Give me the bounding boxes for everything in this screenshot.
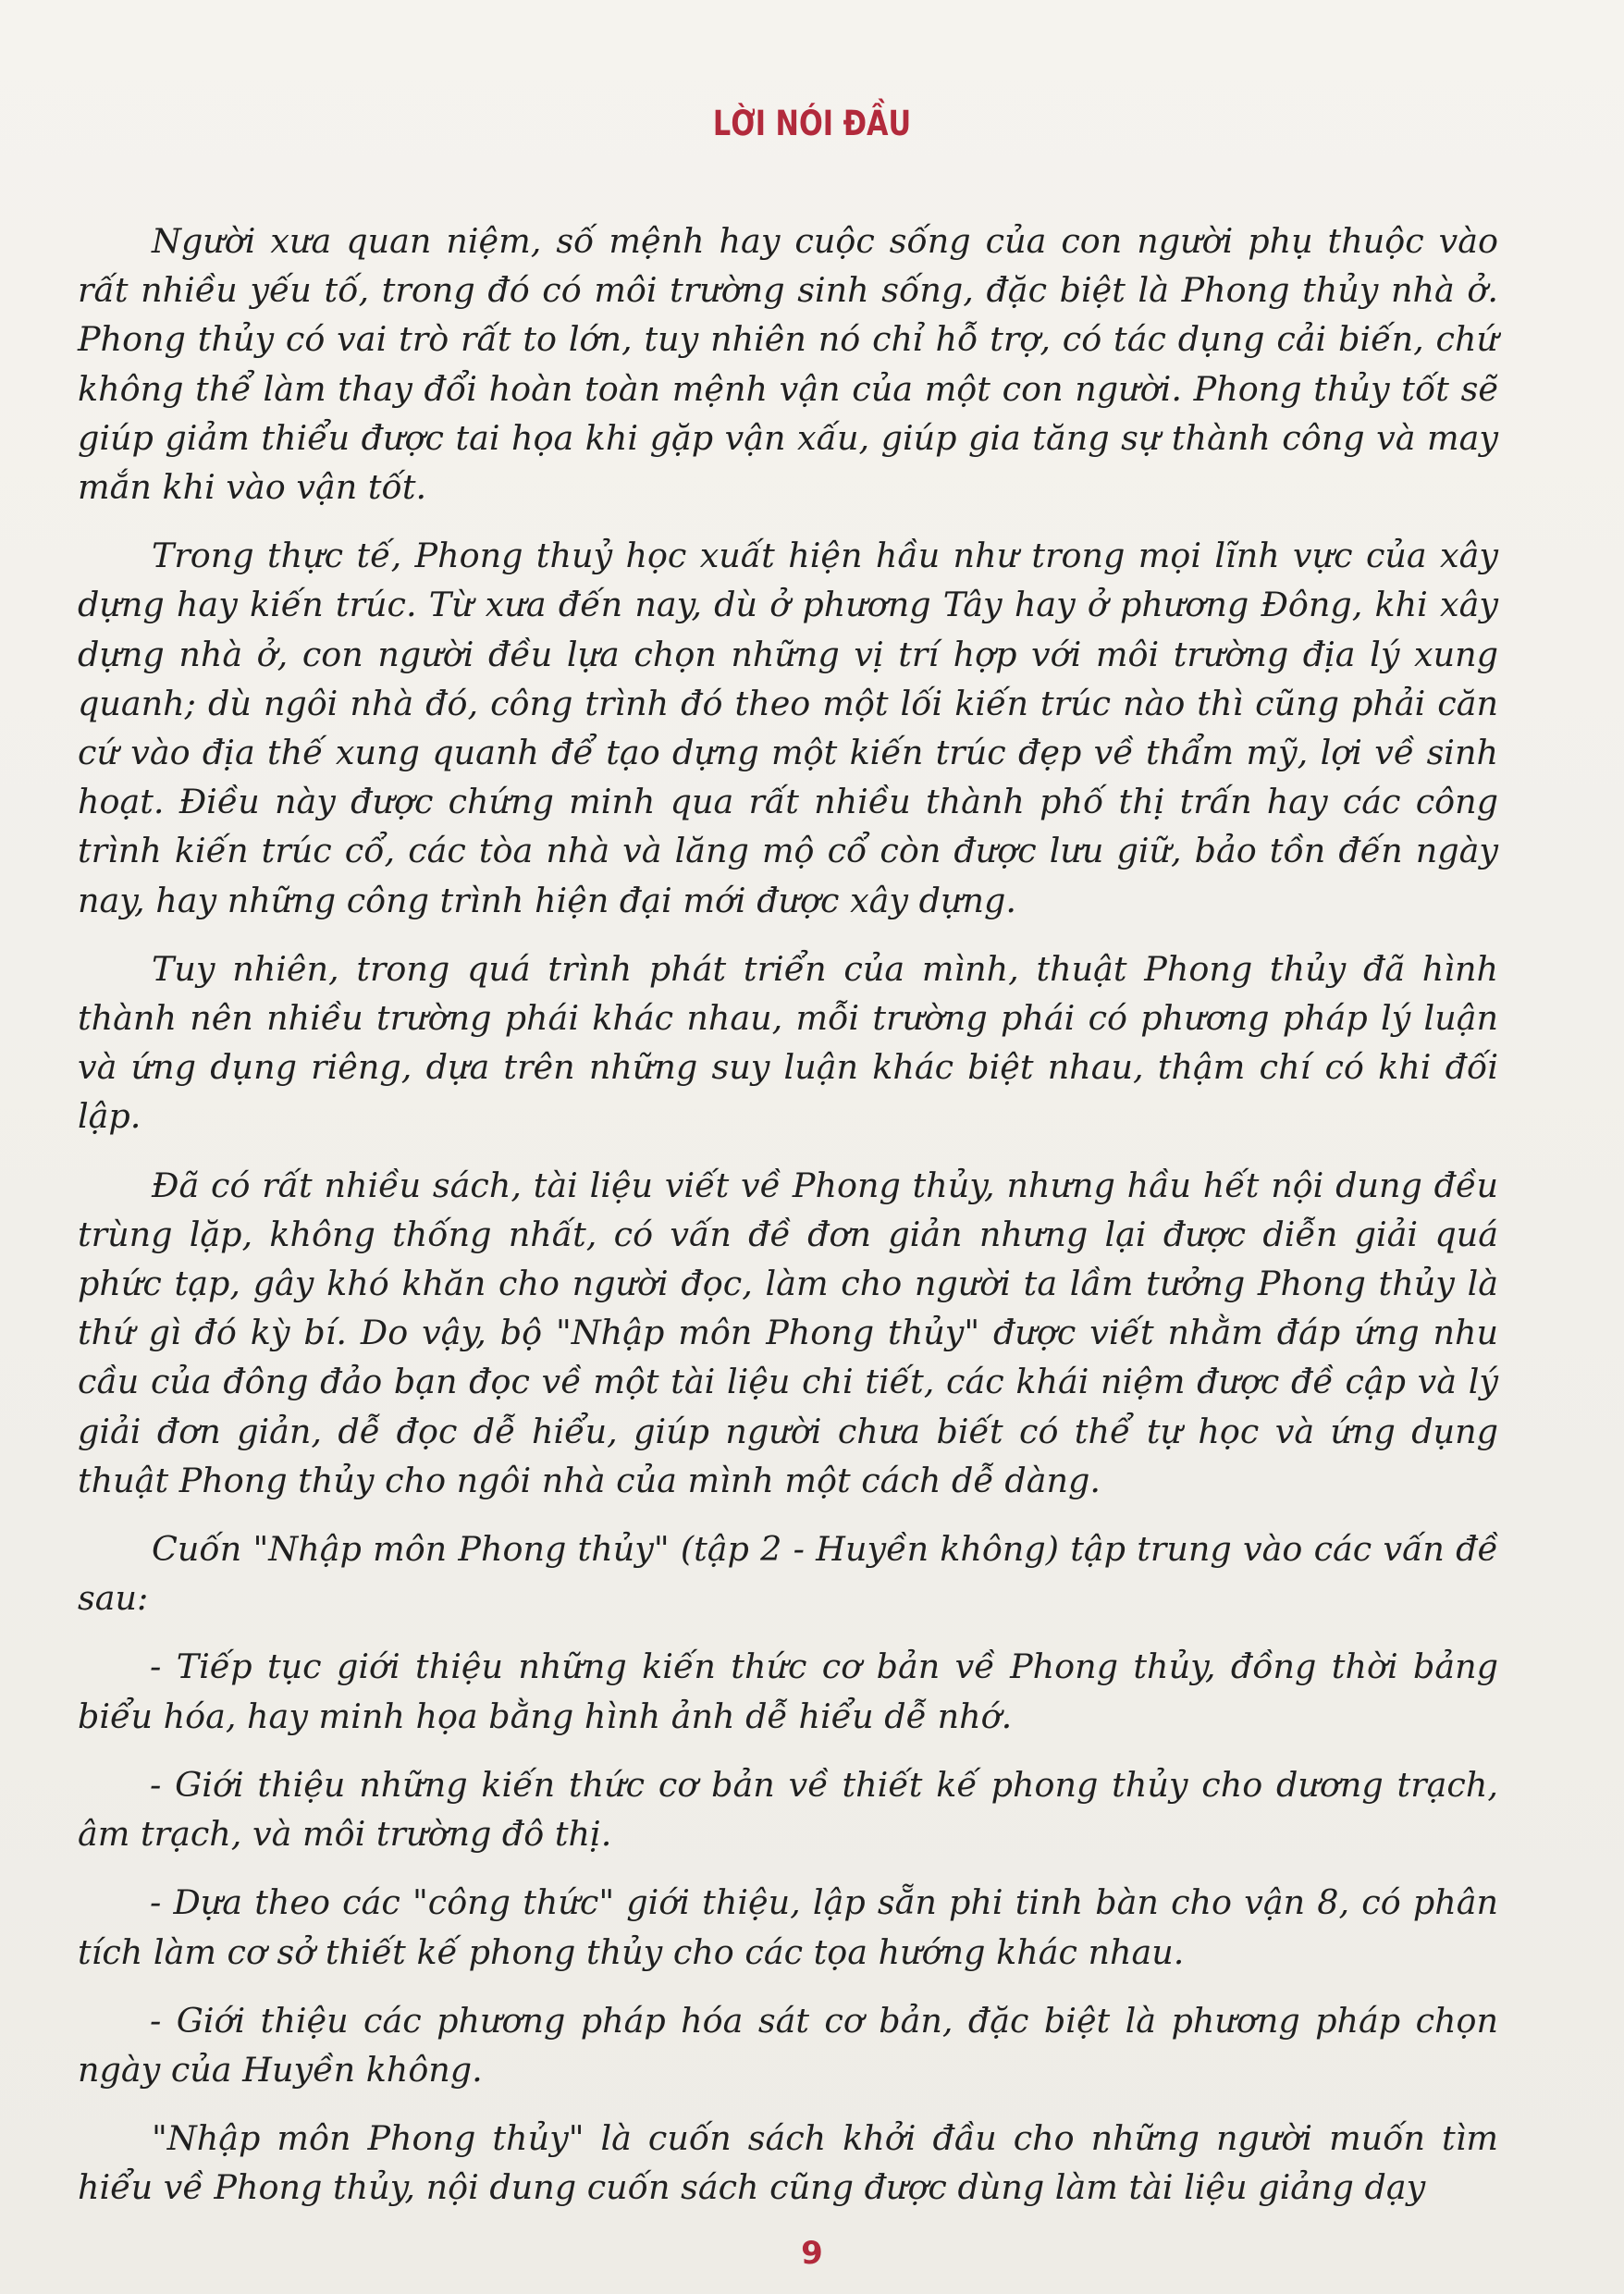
- paragraph-motivation: Đã có rất nhiều sách, tài liệu viết về Phong thủy, nhưng hầu hết nội dung đều trùng lặp, không thống nhất, có vấn đề đơn giản nhưng lại được diễn giải quá phức tạp, gây khó khăn cho người đọc, làm cho người ta lầm tưởng Phong thủy là thứ gì đó kỳ bí. Do vậy, bộ "Nhập môn Phong thủy" được viết nhằm đáp ứng nhu cầu của đông đảo bạn đọc về một tài liệu chi tiết, các khái niệm được đề cập và lý giải đơn giản, dễ đọc dễ hiểu, giúp người chưa biết có thể tự học và ứng dụng thuật Phong thủy cho ngôi nhà của mình một cách dễ dàng.: [78, 1165, 1498, 1500]
- paragraph-closing: "Nhập môn Phong thủy" là cuốn sách khởi đầu cho những người muốn tìm hiểu về Phong thủy, nội dung cuốn sách cũng được dùng làm tài liệu giảng dạy: [78, 2118, 1498, 2208]
- list-item-flying-star: - Dựa theo các "công thức" giới thiệu, lập sẵn phi tinh bàn cho vận 8, có phân tích làm cơ sở thiết kế phong thủy cho các tọa hướng khác nhau.: [78, 1882, 1498, 1972]
- list-item-basics: - Tiếp tục giới thiệu những kiến thức cơ bản về Phong thủy, đồng thời bảng biểu hóa, hay minh họa bằng hình ảnh dễ hiểu dễ nhớ.: [78, 1646, 1498, 1736]
- paragraph-scope: Cuốn "Nhập môn Phong thủy" (tập 2 - Huyền không) tập trung vào các vấn đề sau:: [78, 1529, 1498, 1619]
- paragraph-practice: Trong thực tế, Phong thuỷ học xuất hiện hầu như trong mọi lĩnh vực của xây dựng hay kiến trúc. Từ xưa đến nay, dù ở phương Tây hay ở phương Đông, khi xây dựng nhà ở, con người đều lựa chọn những vị trí hợp với môi trường địa lý xung quanh; dù ngôi nhà đó, công trình đó theo một lối kiến trúc nào thì cũng phải căn cứ vào địa thế xung quanh để tạo dựng một kiến trúc đẹp về thẩm mỹ, lợi về sinh hoạt. Điều này được chứng minh qua rất nhiều thành phố thị trấn hay các công trình kiến trúc cổ, các tòa nhà và lăng mộ cổ còn được lưu giữ, bảo tồn đến ngày nay, hay những công trình hiện đại mới được xây dựng.: [78, 536, 1498, 920]
- paragraph-intro: Người xưa quan niệm, số mệnh hay cuộc sống của con người phụ thuộc vào rất nhiều yếu tố, trong đó có môi trường sinh sống, đặc biệt là Phong thủy nhà ở. Phong thủy có vai trò rất to lớn, tuy nhiên nó chỉ hỗ trợ, có tác dụng cải biến, chứ không thể làm thay đổi hoàn toàn mệnh vận của một con người. Phong thủy tốt sẽ giúp giảm thiểu được tai họa khi gặp vận xấu, giúp gia tăng sự thành công và may mắn khi vào vận tốt.: [78, 221, 1498, 508]
- list-item-design: - Giới thiệu những kiến thức cơ bản về thiết kế phong thủy cho dương trạch, âm trạch, và môi trường đô thị.: [78, 1764, 1498, 1855]
- paragraph-schools: Tuy nhiên, trong quá trình phát triển của mình, thuật Phong thủy đã hình thành nên nhiều trường phái khác nhau, mỗi trường phái có phương pháp lý luận và ứng dụng riêng, dựa trên những suy luận khác biệt nhau, thậm chí có khi đối lập.: [78, 948, 1498, 1137]
- list-item-remedies: - Giới thiệu các phương pháp hóa sát cơ bản, đặc biệt là phương pháp chọn ngày của Huyền không.: [78, 2000, 1498, 2090]
- page-heading: LỜI NÓI ĐẦU: [712, 104, 912, 143]
- body-text: [78, 216, 1498, 2232]
- page-number: 9: [801, 2235, 823, 2272]
